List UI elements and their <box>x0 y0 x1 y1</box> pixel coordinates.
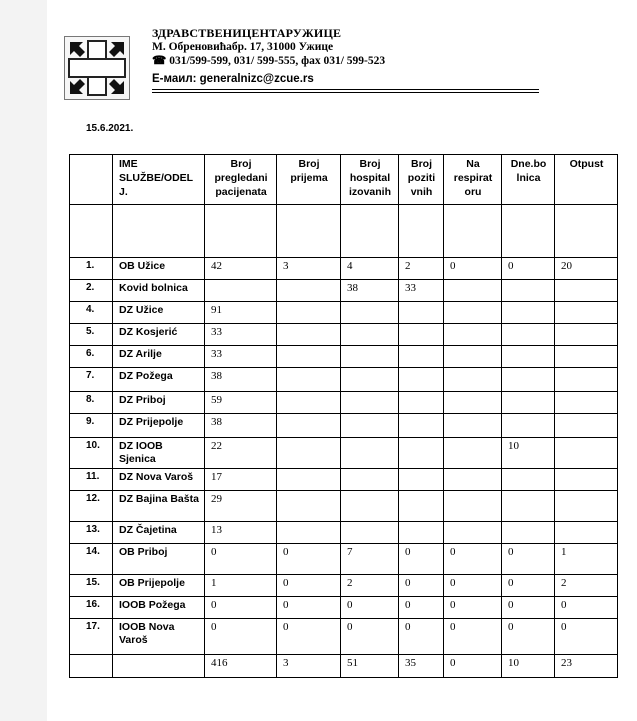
value-cell <box>341 491 399 522</box>
department-name-cell: DZ Požega <box>113 368 205 392</box>
value-cell <box>555 280 618 302</box>
table-row <box>70 575 618 597</box>
department-name-cell <box>113 655 205 678</box>
value-cell <box>555 491 618 522</box>
value-cell <box>502 324 555 346</box>
value-cell <box>341 346 399 368</box>
value-cell <box>277 522 341 544</box>
value-cell: 3 <box>277 258 341 280</box>
department-name-cell: IOOB Nova Varoš <box>113 619 205 655</box>
value-cell: 0 <box>444 655 502 678</box>
department-name-cell <box>113 205 205 258</box>
org-name: ЗДРАВСТВЕНИЦЕНТАРУЖИЦЕ <box>152 26 342 40</box>
department-name-cell: OB Prijepolje <box>113 575 205 597</box>
header-cell: Broj pregledani pacijenata <box>205 155 277 205</box>
value-cell: 416 <box>205 655 277 678</box>
value-cell: 7 <box>341 544 399 575</box>
table-row <box>70 346 618 368</box>
row-number-cell: 9. <box>70 414 113 438</box>
value-cell: 10 <box>502 438 555 469</box>
header-rule <box>152 89 539 90</box>
department-name-cell: OB Užice <box>113 258 205 280</box>
value-cell: 0 <box>502 544 555 575</box>
value-cell <box>399 368 444 392</box>
value-cell <box>399 324 444 346</box>
row-number-cell: 11. <box>70 469 113 491</box>
row-number-cell <box>70 655 113 678</box>
value-cell <box>399 414 444 438</box>
row-number-cell: 8. <box>70 392 113 414</box>
value-cell: 2 <box>341 575 399 597</box>
value-cell: 33 <box>205 346 277 368</box>
department-name-cell: DZ IOOB Sjenica <box>113 438 205 469</box>
table-row <box>70 522 618 544</box>
value-cell <box>277 438 341 469</box>
table-row <box>70 438 618 469</box>
value-cell <box>444 346 502 368</box>
table-row <box>70 280 618 302</box>
value-cell <box>555 205 618 258</box>
value-cell <box>444 302 502 324</box>
header-cell: Na respirat oru <box>444 155 502 205</box>
value-cell: 42 <box>205 258 277 280</box>
report-table <box>69 154 618 678</box>
department-name-cell: Kovid bolnica <box>113 280 205 302</box>
value-cell: 0 <box>399 575 444 597</box>
value-cell <box>341 438 399 469</box>
value-cell: 0 <box>502 619 555 655</box>
value-cell <box>277 205 341 258</box>
department-name-cell: DZ Nova Varoš <box>113 469 205 491</box>
value-cell <box>341 205 399 258</box>
value-cell: 0 <box>444 575 502 597</box>
value-cell: 0 <box>399 597 444 619</box>
table-row <box>70 597 618 619</box>
value-cell: 0 <box>341 597 399 619</box>
value-cell <box>205 280 277 302</box>
value-cell: 0 <box>277 575 341 597</box>
value-cell: 0 <box>341 619 399 655</box>
value-cell: 0 <box>277 619 341 655</box>
row-number-cell: 6. <box>70 346 113 368</box>
value-cell: 29 <box>205 491 277 522</box>
department-name-cell: OB Priboj <box>113 544 205 575</box>
table-row <box>70 258 618 280</box>
medical-cross-arrows-icon <box>64 36 130 100</box>
table-row <box>70 544 618 575</box>
org-email: E-маил: generalnizc@zcue.rs <box>152 73 314 85</box>
value-cell <box>277 346 341 368</box>
value-cell <box>444 438 502 469</box>
value-cell <box>341 324 399 346</box>
row-number-cell: 7. <box>70 368 113 392</box>
header-cell: Dne.bo lnica <box>502 155 555 205</box>
department-name-cell: DZ Arilje <box>113 346 205 368</box>
row-number-cell: 10. <box>70 438 113 469</box>
table-row <box>70 469 618 491</box>
row-number-cell: 4. <box>70 302 113 324</box>
value-cell: 0 <box>555 597 618 619</box>
value-cell <box>399 469 444 491</box>
value-cell <box>205 205 277 258</box>
value-cell: 10 <box>502 655 555 678</box>
value-cell: 23 <box>555 655 618 678</box>
value-cell <box>399 205 444 258</box>
org-phones: ☎ 031/599-599, 031/ 599-555, фах 031/ 599-523 <box>152 55 386 67</box>
value-cell: 4 <box>341 258 399 280</box>
table-row <box>70 205 618 258</box>
value-cell <box>444 469 502 491</box>
value-cell: 33 <box>399 280 444 302</box>
value-cell: 0 <box>399 619 444 655</box>
value-cell: 59 <box>205 392 277 414</box>
value-cell <box>341 302 399 324</box>
value-cell <box>277 368 341 392</box>
value-cell: 38 <box>205 368 277 392</box>
row-number-cell: 13. <box>70 522 113 544</box>
department-name-cell: IOOB Požega <box>113 597 205 619</box>
value-cell <box>341 522 399 544</box>
value-cell: 3 <box>277 655 341 678</box>
value-cell <box>341 469 399 491</box>
value-cell <box>502 346 555 368</box>
value-cell: 91 <box>205 302 277 324</box>
value-cell <box>502 392 555 414</box>
value-cell <box>277 392 341 414</box>
value-cell: 1 <box>205 575 277 597</box>
value-cell <box>277 469 341 491</box>
value-cell: 0 <box>277 597 341 619</box>
value-cell: 0 <box>205 544 277 575</box>
row-number-cell: 16. <box>70 597 113 619</box>
row-number-cell: 1. <box>70 258 113 280</box>
department-name-cell: DZ Čajetina <box>113 522 205 544</box>
value-cell <box>444 522 502 544</box>
value-cell: 0 <box>399 544 444 575</box>
value-cell: 0 <box>444 597 502 619</box>
value-cell <box>444 368 502 392</box>
value-cell <box>444 324 502 346</box>
value-cell: 0 <box>277 544 341 575</box>
value-cell <box>444 392 502 414</box>
table-row <box>70 302 618 324</box>
value-cell: 0 <box>444 544 502 575</box>
value-cell <box>502 205 555 258</box>
value-cell: 0 <box>205 597 277 619</box>
department-name-cell: DZ Užice <box>113 302 205 324</box>
value-cell: 0 <box>555 619 618 655</box>
department-name-cell: DZ Bajina Bašta <box>113 491 205 522</box>
header-cell: IME SLUŽBE/ODEL J. <box>113 155 205 205</box>
value-cell <box>555 368 618 392</box>
table-header-row <box>70 155 618 205</box>
row-number-cell: 15. <box>70 575 113 597</box>
row-number-cell: 17. <box>70 619 113 655</box>
header-cell: Otpust <box>555 155 618 205</box>
value-cell <box>555 324 618 346</box>
letterhead <box>152 26 385 86</box>
value-cell: 20 <box>555 258 618 280</box>
value-cell: 0 <box>502 597 555 619</box>
value-cell <box>502 469 555 491</box>
value-cell <box>444 414 502 438</box>
value-cell <box>555 302 618 324</box>
value-cell <box>399 522 444 544</box>
table-row <box>70 491 618 522</box>
row-number-cell: 14. <box>70 544 113 575</box>
value-cell <box>444 205 502 258</box>
table-row <box>70 368 618 392</box>
row-number-cell: 5. <box>70 324 113 346</box>
document-page <box>47 0 637 721</box>
value-cell: 33 <box>205 324 277 346</box>
report-date: 15.6.2021. <box>86 123 134 134</box>
value-cell <box>502 491 555 522</box>
table-row <box>70 324 618 346</box>
value-cell: 2 <box>555 575 618 597</box>
value-cell: 22 <box>205 438 277 469</box>
row-number-cell: 2. <box>70 280 113 302</box>
header-cell: Broj prijema <box>277 155 341 205</box>
value-cell: 38 <box>205 414 277 438</box>
value-cell <box>502 522 555 544</box>
table-row <box>70 414 618 438</box>
value-cell <box>399 346 444 368</box>
value-cell: 0 <box>502 258 555 280</box>
value-cell <box>399 491 444 522</box>
value-cell <box>341 368 399 392</box>
value-cell <box>399 302 444 324</box>
value-cell <box>502 368 555 392</box>
table-row <box>70 619 618 655</box>
value-cell: 38 <box>341 280 399 302</box>
table-row <box>70 392 618 414</box>
header-cell <box>70 155 113 205</box>
department-name-cell: DZ Priboj <box>113 392 205 414</box>
row-number-cell: 12. <box>70 491 113 522</box>
value-cell <box>444 280 502 302</box>
value-cell <box>277 324 341 346</box>
value-cell: 0 <box>502 575 555 597</box>
value-cell: 1 <box>555 544 618 575</box>
value-cell <box>399 392 444 414</box>
value-cell <box>555 346 618 368</box>
value-cell <box>277 414 341 438</box>
header-cell: Broj poziti vnih <box>399 155 444 205</box>
value-cell <box>555 392 618 414</box>
value-cell: 0 <box>444 258 502 280</box>
value-cell <box>341 392 399 414</box>
table-row <box>70 655 618 678</box>
value-cell <box>502 414 555 438</box>
value-cell <box>555 469 618 491</box>
value-cell: 35 <box>399 655 444 678</box>
header-cell: Broj hospital izovanih <box>341 155 399 205</box>
value-cell <box>399 438 444 469</box>
value-cell <box>502 302 555 324</box>
value-cell: 17 <box>205 469 277 491</box>
value-cell <box>341 414 399 438</box>
value-cell: 51 <box>341 655 399 678</box>
value-cell <box>555 414 618 438</box>
value-cell <box>277 491 341 522</box>
value-cell: 0 <box>205 619 277 655</box>
value-cell <box>555 522 618 544</box>
department-name-cell: DZ Prijepolje <box>113 414 205 438</box>
org-address: М. Обреновићабр. 17, 31000 Ужице <box>152 41 334 53</box>
value-cell <box>277 302 341 324</box>
header-rule <box>152 92 539 93</box>
department-name-cell: DZ Kosjerić <box>113 324 205 346</box>
value-cell <box>277 280 341 302</box>
row-number-cell <box>70 205 113 258</box>
value-cell <box>555 438 618 469</box>
value-cell: 13 <box>205 522 277 544</box>
value-cell: 2 <box>399 258 444 280</box>
value-cell <box>502 280 555 302</box>
value-cell: 0 <box>444 619 502 655</box>
value-cell <box>444 491 502 522</box>
